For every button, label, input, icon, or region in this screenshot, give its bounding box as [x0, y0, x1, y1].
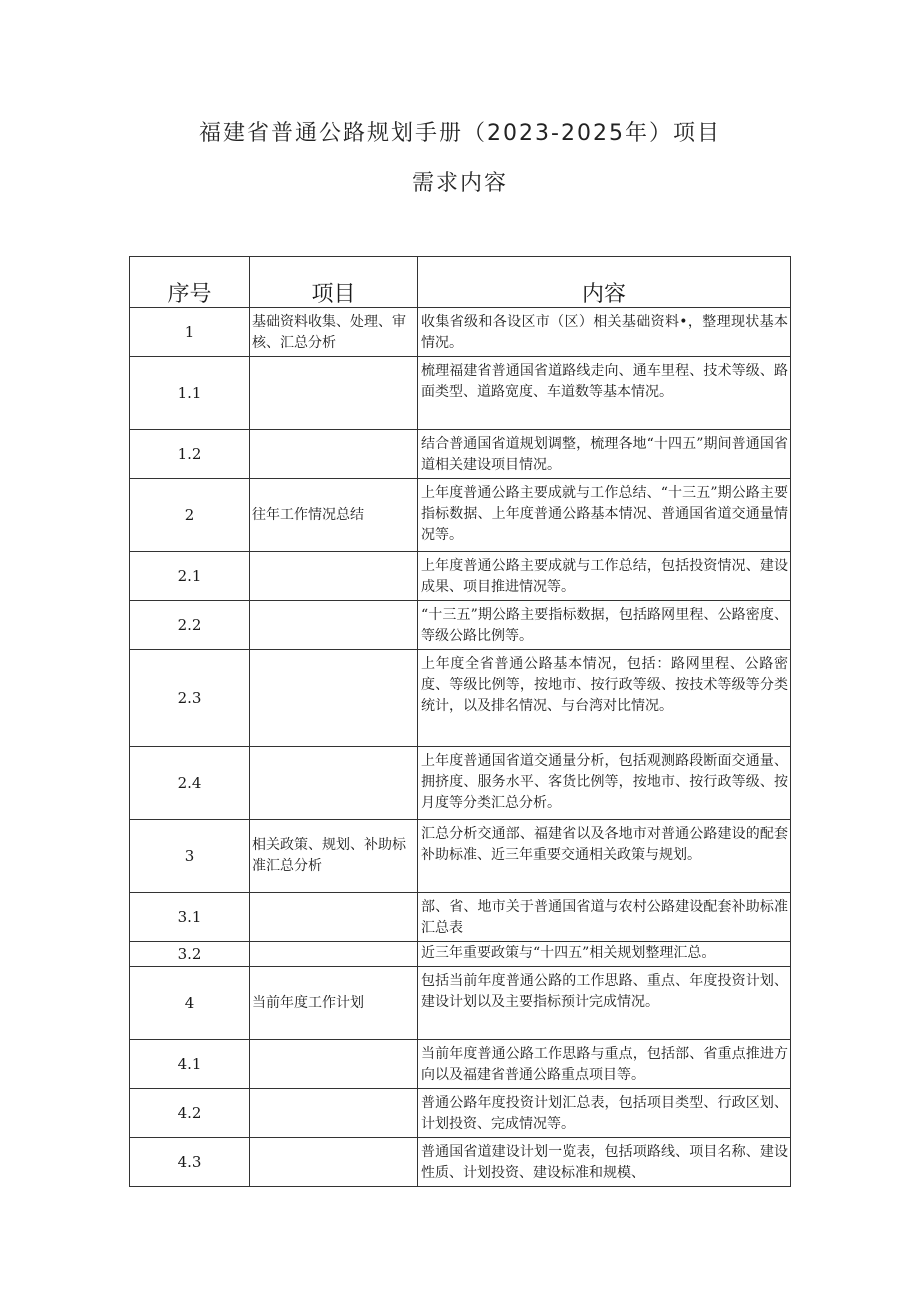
row-num: 2.1 — [130, 552, 250, 601]
table-row — [130, 1138, 791, 1187]
table-header-row — [130, 257, 791, 308]
table-row — [130, 479, 791, 552]
row-item: 往年工作情况总结 — [250, 479, 418, 552]
table-row — [130, 967, 791, 1040]
row-num: 3 — [130, 820, 250, 893]
requirements-table — [129, 256, 791, 1187]
row-content: 上年度全省普通公路基本情况，包括：路网里程、公路密度、等级比例等，按地市、按行政等级、按技术等级等分类统计，以及排名情况、与台湾对比情况。 — [418, 650, 791, 747]
row-num: 2.3 — [130, 650, 250, 747]
row-content: 当前年度普通公路工作思路与重点，包括部、省重点推进方向以及福建省普通公路重点项目等。 — [418, 1040, 791, 1089]
row-content: 上年度普通公路主要成就与工作总结，包括投资情况、建设成果、项目推进情况等。 — [418, 552, 791, 601]
table-row — [130, 893, 791, 942]
table-row — [130, 601, 791, 650]
header-num: 序号 — [130, 257, 250, 308]
table-row — [130, 650, 791, 747]
row-content: 汇总分析交通部、福建省以及各地市对普通公路建设的配套补助标准、近三年重要交通相关政策与规划。 — [418, 820, 791, 893]
header-content: 内容 — [418, 257, 791, 308]
row-num: 4.2 — [130, 1089, 250, 1138]
row-item: 基础资料收集、处理、审核、汇总分析 — [250, 308, 418, 357]
table-row — [130, 942, 791, 967]
row-item: 相关政策、规划、补助标准汇总分析 — [250, 820, 418, 893]
row-content: 上年度普通国省道交通量分析，包括观测路段断面交通量、拥挤度、服务水平、客货比例等，按地市、按行政等级、按月度等分类汇总分析。 — [418, 747, 791, 820]
table-row — [130, 1089, 791, 1138]
row-content: 部、省、地市关于普通国省道与农村公路建设配套补助标准汇总表 — [418, 893, 791, 942]
table-row — [130, 1040, 791, 1089]
row-item — [250, 1138, 418, 1187]
row-item — [250, 1089, 418, 1138]
row-num: 4 — [130, 967, 250, 1040]
document-title: 福建省普通公路规划手册（2023-2025年）项目 — [199, 121, 721, 146]
row-num: 4.1 — [130, 1040, 250, 1089]
row-num: 1.2 — [130, 430, 250, 479]
table-row — [130, 552, 791, 601]
row-num: 3.2 — [130, 942, 250, 967]
table-row — [130, 357, 791, 430]
header-item: 项目 — [250, 257, 418, 308]
row-item — [250, 942, 418, 967]
row-item — [250, 430, 418, 479]
row-content: 包括当前年度普通公路的工作思路、重点、年度投资计划、建设计划以及主要指标预计完成情况。 — [418, 967, 791, 1040]
row-content: 普通国省道建设计划一览表，包括项路线、项目名称、建设性质、计划投资、建设标准和规模、 — [418, 1138, 791, 1187]
row-item — [250, 552, 418, 601]
row-content: 近三年重要政策与“十四五”相关规划整理汇总。 — [418, 942, 791, 967]
row-content: “十三五”期公路主要指标数据，包括路网里程、公路密度、等级公路比例等。 — [418, 601, 791, 650]
table-row — [130, 820, 791, 893]
row-item: 当前年度工作计划 — [250, 967, 418, 1040]
row-item — [250, 601, 418, 650]
row-content: 上年度普通公路主要成就与工作总结、“十三五”期公路主要指标数据、上年度普通公路基本情况、普通国省道交通量情况等。 — [418, 479, 791, 552]
row-num: 2.2 — [130, 601, 250, 650]
row-content: 梳理福建省普通国省道路线走向、通车里程、技术等级、路面类型、道路宽度、车道数等基本情况。 — [418, 357, 791, 430]
row-num: 1.1 — [130, 357, 250, 430]
row-num: 2.4 — [130, 747, 250, 820]
row-num: 2 — [130, 479, 250, 552]
row-item — [250, 357, 418, 430]
row-item — [250, 893, 418, 942]
row-content: 收集省级和各设区市（区）相关基础资料•，整理现状基本情况。 — [418, 308, 791, 357]
table-row — [130, 747, 791, 820]
row-content: 普通公路年度投资计划汇总表，包括项目类型、行政区划、计划投资、完成情况等。 — [418, 1089, 791, 1138]
table-row — [130, 308, 791, 357]
row-num: 1 — [130, 308, 250, 357]
row-item — [250, 747, 418, 820]
row-item — [250, 1040, 418, 1089]
table-row — [130, 430, 791, 479]
row-item — [250, 650, 418, 747]
row-num: 4.3 — [130, 1138, 250, 1187]
row-num: 3.1 — [130, 893, 250, 942]
document-subtitle: 需求内容 — [411, 171, 508, 196]
row-content: 结合普通国省道规划调整，梳理各地“十四五”期间普通国省道相关建设项目情况。 — [418, 430, 791, 479]
